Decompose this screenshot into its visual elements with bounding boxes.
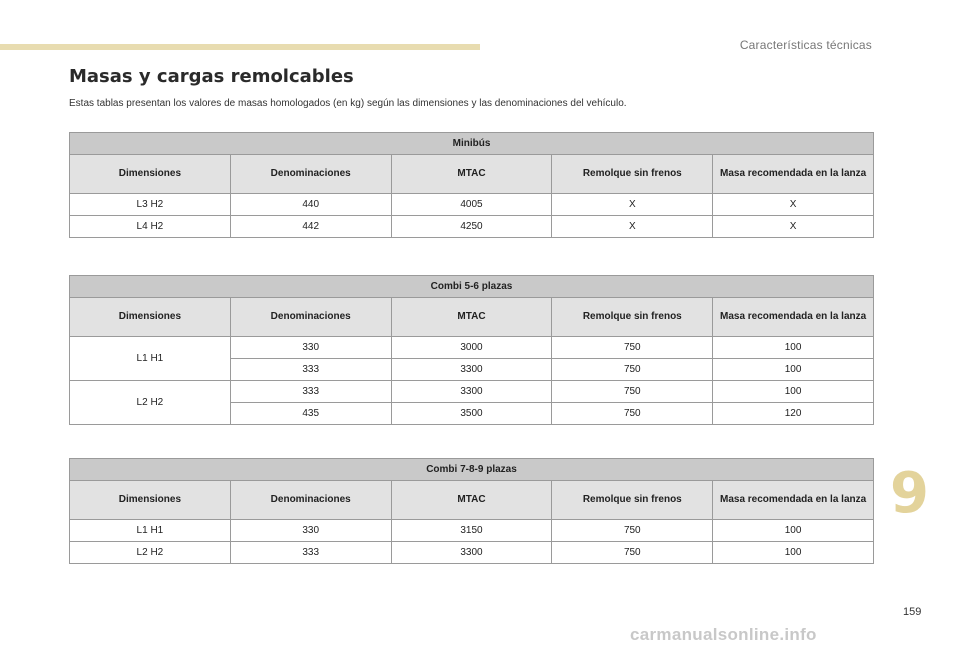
table-cell: 333 xyxy=(230,381,391,403)
column-header: Denominaciones xyxy=(230,298,391,337)
intro-text: Estas tablas presentan los valores de masas homologados (en kg) según las dimensiones y las denominaciones del vehículo. xyxy=(69,98,627,109)
table-cell: 330 xyxy=(230,337,391,359)
table-cell: 3150 xyxy=(391,520,552,542)
table-cell: 750 xyxy=(552,403,713,425)
column-header: Masa recomendada en la lanza xyxy=(713,155,874,194)
table-row xyxy=(70,337,874,359)
table-cell: 3500 xyxy=(391,403,552,425)
column-header: MTAC xyxy=(391,298,552,337)
table-cell: 100 xyxy=(713,520,874,542)
table-cell: 100 xyxy=(713,359,874,381)
table-row xyxy=(70,520,874,542)
table-title: Minibús xyxy=(70,133,874,155)
table-cell: 442 xyxy=(230,216,391,238)
table-cell: 440 xyxy=(230,194,391,216)
table-row xyxy=(70,194,874,216)
table-combi-5-6 xyxy=(69,275,874,425)
column-header: Masa recomendada en la lanza xyxy=(713,298,874,337)
table-cell: X xyxy=(713,216,874,238)
table-cell: 3300 xyxy=(391,381,552,403)
table-cell: 333 xyxy=(230,542,391,564)
table-row xyxy=(70,381,874,403)
dimension-cell: L2 H2 xyxy=(70,381,231,425)
column-header: Denominaciones xyxy=(230,155,391,194)
table-cell: 120 xyxy=(713,403,874,425)
table-cell: 100 xyxy=(713,337,874,359)
table-title: Combi 5-6 plazas xyxy=(70,276,874,298)
page-number: 159 xyxy=(903,606,922,618)
column-header: Masa recomendada en la lanza xyxy=(713,481,874,520)
table-cell: 750 xyxy=(552,337,713,359)
table-title: Combi 7-8-9 plazas xyxy=(70,459,874,481)
column-header: MTAC xyxy=(391,481,552,520)
column-header: Remolque sin frenos xyxy=(552,298,713,337)
table-cell: 4250 xyxy=(391,216,552,238)
table-cell: 750 xyxy=(552,381,713,403)
watermark: carmanualsonline.info xyxy=(630,625,817,644)
column-header: Denominaciones xyxy=(230,481,391,520)
table-cell: 100 xyxy=(713,381,874,403)
table-cell: 333 xyxy=(230,359,391,381)
table-cell: 100 xyxy=(713,542,874,564)
dimension-cell: L1 H1 xyxy=(70,520,231,542)
table-minibus xyxy=(69,132,874,238)
table-cell: 435 xyxy=(230,403,391,425)
column-header: MTAC xyxy=(391,155,552,194)
table-combi-7-8-9 xyxy=(69,458,874,564)
table-cell: 4005 xyxy=(391,194,552,216)
column-header: Remolque sin frenos xyxy=(552,155,713,194)
table-cell: X xyxy=(552,216,713,238)
table-cell: 750 xyxy=(552,359,713,381)
dimension-cell: L2 H2 xyxy=(70,542,231,564)
page-title: Masas y cargas remolcables xyxy=(69,66,354,87)
column-header: Dimensiones xyxy=(70,481,231,520)
column-header: Dimensiones xyxy=(70,298,231,337)
column-header: Dimensiones xyxy=(70,155,231,194)
table-cell: 3000 xyxy=(391,337,552,359)
table-row xyxy=(70,542,874,564)
dimension-cell: L4 H2 xyxy=(70,216,231,238)
table-row xyxy=(70,216,874,238)
header-accent-bar xyxy=(0,44,480,50)
table-cell: X xyxy=(713,194,874,216)
table-cell: 3300 xyxy=(391,542,552,564)
table-cell: 3300 xyxy=(391,359,552,381)
table-cell: 330 xyxy=(230,520,391,542)
table-cell: 750 xyxy=(552,520,713,542)
dimension-cell: L3 H2 xyxy=(70,194,231,216)
table-cell: 750 xyxy=(552,542,713,564)
section-title: Características técnicas xyxy=(739,38,872,52)
chapter-number: 9 xyxy=(890,461,929,526)
table-cell: X xyxy=(552,194,713,216)
column-header: Remolque sin frenos xyxy=(552,481,713,520)
dimension-cell: L1 H1 xyxy=(70,337,231,381)
